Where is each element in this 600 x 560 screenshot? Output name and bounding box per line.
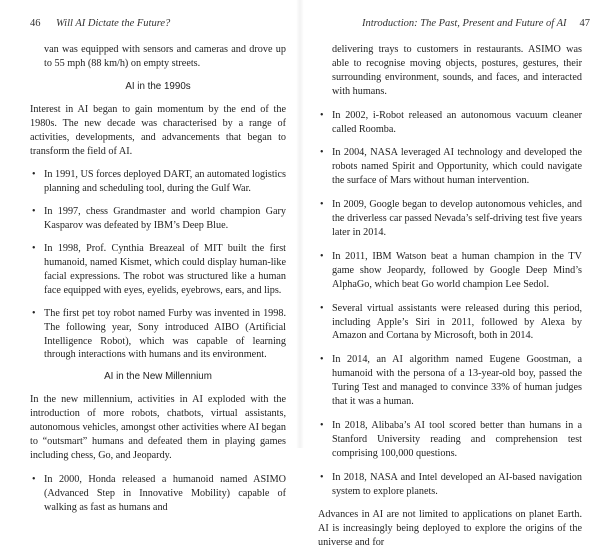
- left-continuation-text: van was equipped with sensors and cameras and drove up to 55 mph (88 km/h) on empty streets.: [44, 44, 286, 69]
- bullet-text: The first pet toy robot named Furby was invented in 1998. The following year, Sony introduced AIBO (Artificial Intelligence Robot), which was capable of learning through interactions with humans and its environment.: [44, 307, 286, 361]
- bullet-item: [30, 307, 286, 363]
- bullet-item: [30, 473, 286, 515]
- right-body-text: [318, 43, 582, 560]
- bullet-text: In 2018, NASA and Intel developed an AI-based navigation system to explore planets.: [332, 471, 582, 497]
- bullet-text: In 2002, i-Robot released an autonomous vacuum cleaner called Roomba.: [332, 109, 582, 135]
- bullet-text: In 2011, IBM Watson beat a human champion in the TV game show Jeopardy, followed by Google Deep Mind’s AlphaGo, which beat Go world champion Lee Sedol.: [332, 250, 582, 290]
- bullet-text: In 2004, NASA leveraged AI technology and developed the robots named Spirit and Opportunity, which could navigate the surface of Mars without human intervention.: [332, 147, 582, 187]
- bullet-item: [318, 302, 582, 344]
- bullet-glyph: •: [320, 199, 324, 211]
- bullet-glyph: •: [320, 471, 324, 483]
- section-1990s-bullet-list: [30, 168, 286, 362]
- bullet-item: [318, 419, 582, 461]
- bullet-text: Several virtual assistants were released during this period, including Apple’s Siri in 2011, followed by Alexa by Amazon and Cortana by Microsoft, both in 2014.: [332, 302, 582, 342]
- left-running-title: Will AI Dictate the Future?: [56, 18, 171, 29]
- bullet-item: [318, 471, 582, 499]
- bullet-text: In 2018, Alibaba’s AI tool scored better than humans in a Stanford University reading and comprehension test comprising 100,000 questions.: [332, 419, 582, 459]
- bullet-glyph: •: [320, 250, 324, 262]
- bullet-item: [318, 109, 582, 137]
- bullet-item: [30, 242, 286, 298]
- section-millennium-intro: In the new millennium, activities in AI exploded with the introduction of more robots, chatbots, virtual assistants, autonomous vehicles, amongst other activities where AI began to “outsmart” humans and defeated them in playing games including chess, Go, and Jeopardy.: [30, 394, 286, 461]
- right-page-number: 47: [579, 18, 590, 29]
- bullet-text: In 2014, an AI algorithm named Eugene Goostman, a humanoid with the persona of a 13-year-old boy, passed the Turing Test and managed to convince 33% of human judges that it was a human.: [332, 354, 582, 408]
- bullet-glyph: •: [32, 206, 36, 218]
- section-1990s-intro: Interest in AI began to gain momentum by the end of the 1980s. The new decade was characterised by a range of activities, developments, and advancements that began to transform the field of AI.: [30, 103, 286, 157]
- bullet-item: [30, 168, 286, 196]
- section-heading-1990s: AI in the 1990s: [125, 80, 191, 92]
- right-closing-paragraph: Advances in AI are not limited to applications on planet Earth. AI is increasingly being deployed to explore the origins of the universe and for: [318, 509, 582, 549]
- bullet-item: [318, 198, 582, 240]
- bullet-glyph: •: [320, 419, 324, 431]
- left-page: [0, 0, 300, 513]
- bullet-text: In 1997, chess Grandmaster and world champion Gary Kasparov was defeated by IBM’s Deep Blue.: [44, 206, 286, 232]
- bullet-glyph: •: [32, 473, 36, 485]
- bullet-text: In 2000, Honda released a humanoid named ASIMO (Advanced Step in Innovative Mobility) capable of walking as fast as humans and: [44, 473, 286, 513]
- bullet-glyph: •: [32, 307, 36, 319]
- right-running-title: Introduction: The Past, Present and Future of AI: [362, 18, 567, 29]
- bullet-glyph: •: [32, 243, 36, 255]
- right-continuation-text: delivering trays to customers in restaurants. ASIMO was able to recognise moving objects, postures, gestures, their surrounding environment, sounds, and faces, and interacted with humans.: [332, 44, 582, 97]
- bullet-item: [318, 146, 582, 188]
- right-bullet-list: [318, 109, 582, 499]
- bullet-glyph: •: [320, 354, 324, 366]
- bullet-text: In 1998, Prof. Cynthia Breazeal of MIT built the first humanoid, named Kismet, which could display human-like facial expressions. The robot was structured like a human face equipped with eyes, eyelids, eyebrows, ears, and lips.: [44, 243, 286, 296]
- bullet-text: In 2009, Google began to develop autonomous vehicles, and the driverless car passed Nevada’s self-driving test five years later in 2014.: [332, 199, 582, 238]
- left-page-number: 46: [30, 18, 41, 29]
- bullet-item: [318, 250, 582, 292]
- section-millennium-bullet-list: [30, 473, 286, 515]
- bullet-item: [30, 205, 286, 233]
- section-heading-new-millennium: AI in the New Millennium: [104, 371, 212, 383]
- bullet-glyph: •: [320, 302, 324, 314]
- bullet-glyph: •: [32, 169, 36, 181]
- bullet-item: [318, 353, 582, 409]
- bullet-text: In 1991, US forces deployed DART, an automated logistics planning and scheduling tool, during the Gulf War.: [44, 169, 286, 195]
- right-page: [300, 0, 600, 549]
- left-body-text: [30, 43, 286, 524]
- bullet-glyph: •: [320, 147, 324, 159]
- bullet-glyph: •: [320, 109, 324, 121]
